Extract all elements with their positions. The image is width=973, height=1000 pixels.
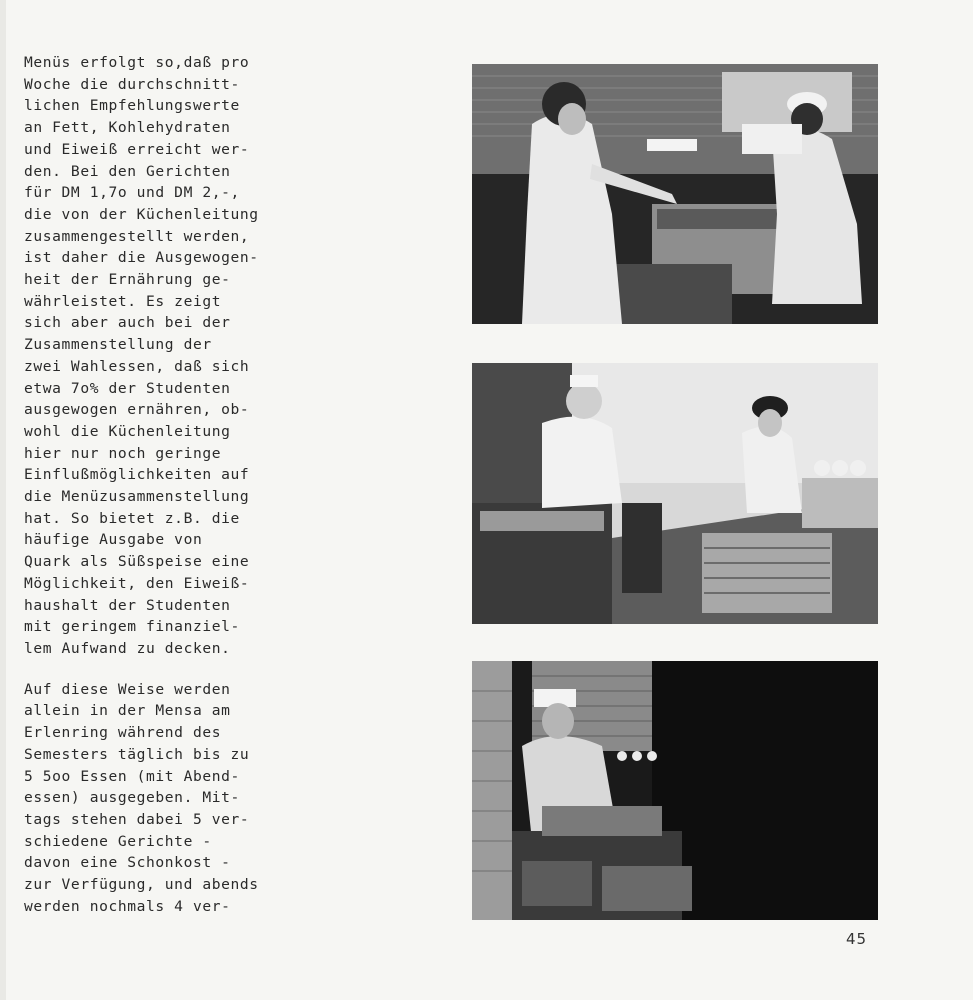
text-line: währleistet. Es zeigt (24, 292, 222, 310)
kitchen-photo-3 (472, 661, 878, 920)
text-line: tags stehen dabei 5 ver- (24, 810, 250, 828)
text-line: Einflußmöglichkeiten auf (24, 466, 250, 484)
text-line: Auf diese Weise werden (24, 680, 231, 698)
text-line: sich aber auch bei der (24, 314, 231, 332)
text-line: zusammengestellt werden, (24, 227, 250, 245)
text-line: lem Aufwand zu decken. (24, 639, 231, 657)
body-text-column (24, 52, 324, 917)
text-line: Quark als Süßspeise eine (24, 553, 250, 571)
photo-kitchen-staff-serving (472, 64, 878, 324)
kitchen-photo-2 (472, 363, 878, 624)
text-line: allein in der Mensa am (24, 702, 231, 720)
text-line: heit der Ernährung ge- (24, 271, 231, 289)
text-line: essen) ausgegeben. Mit- (24, 789, 240, 807)
page-gutter (0, 0, 6, 1000)
text-line: Möglichkeit, den Eiweiß- (24, 574, 250, 592)
text-line: ist daher die Ausgewogen- (24, 249, 259, 267)
photo-serving-counter (472, 363, 878, 624)
text-line: lichen Empfehlungswerte (24, 97, 240, 115)
text-line: wohl die Küchenleitung (24, 422, 231, 440)
text-line: schiedene Gerichte - (24, 832, 212, 850)
text-line: hat. So bietet z.B. die (24, 509, 240, 527)
text-line: werden nochmals 4 ver- (24, 897, 231, 915)
text-line: Woche die durchschnitt- (24, 75, 240, 93)
text-line: die Menüzusammenstellung (24, 488, 250, 506)
text-line: ausgewogen ernähren, ob- (24, 401, 250, 419)
text-line: zwei Wahlessen, daß sich (24, 357, 250, 375)
page-number: 45 (846, 930, 868, 948)
text-line: Zusammenstellung der (24, 336, 212, 354)
text-line: den. Bei den Gerichten (24, 162, 231, 180)
text-line: Menüs erfolgt so,daß pro (24, 54, 250, 71)
paragraph-2 (24, 679, 324, 918)
text-line: Erlenring während des (24, 724, 222, 742)
text-line: davon eine Schonkost - (24, 854, 231, 872)
paragraph-1 (24, 52, 324, 660)
text-line: hier nur noch geringe (24, 444, 222, 462)
text-line: häufige Ausgabe von (24, 531, 203, 549)
text-line: an Fett, Kohlehydraten (24, 119, 231, 137)
text-line: haushalt der Studenten (24, 596, 231, 614)
text-line: etwa 7o% der Studenten (24, 379, 231, 397)
text-line: 5 5oo Essen (mit Abend- (24, 767, 240, 785)
text-line: mit geringem finanziel- (24, 618, 240, 636)
text-line: Semesters täglich bis zu (24, 745, 250, 763)
text-line: die von der Küchenleitung (24, 205, 259, 223)
text-line: für DM 1,7o und DM 2,-, (24, 184, 240, 202)
text-line: und Eiweiß erreicht wer- (24, 140, 250, 158)
kitchen-photo-1 (472, 64, 878, 324)
photo-cook-at-counter (472, 661, 878, 920)
text-line: zur Verfügung, und abends (24, 876, 259, 894)
